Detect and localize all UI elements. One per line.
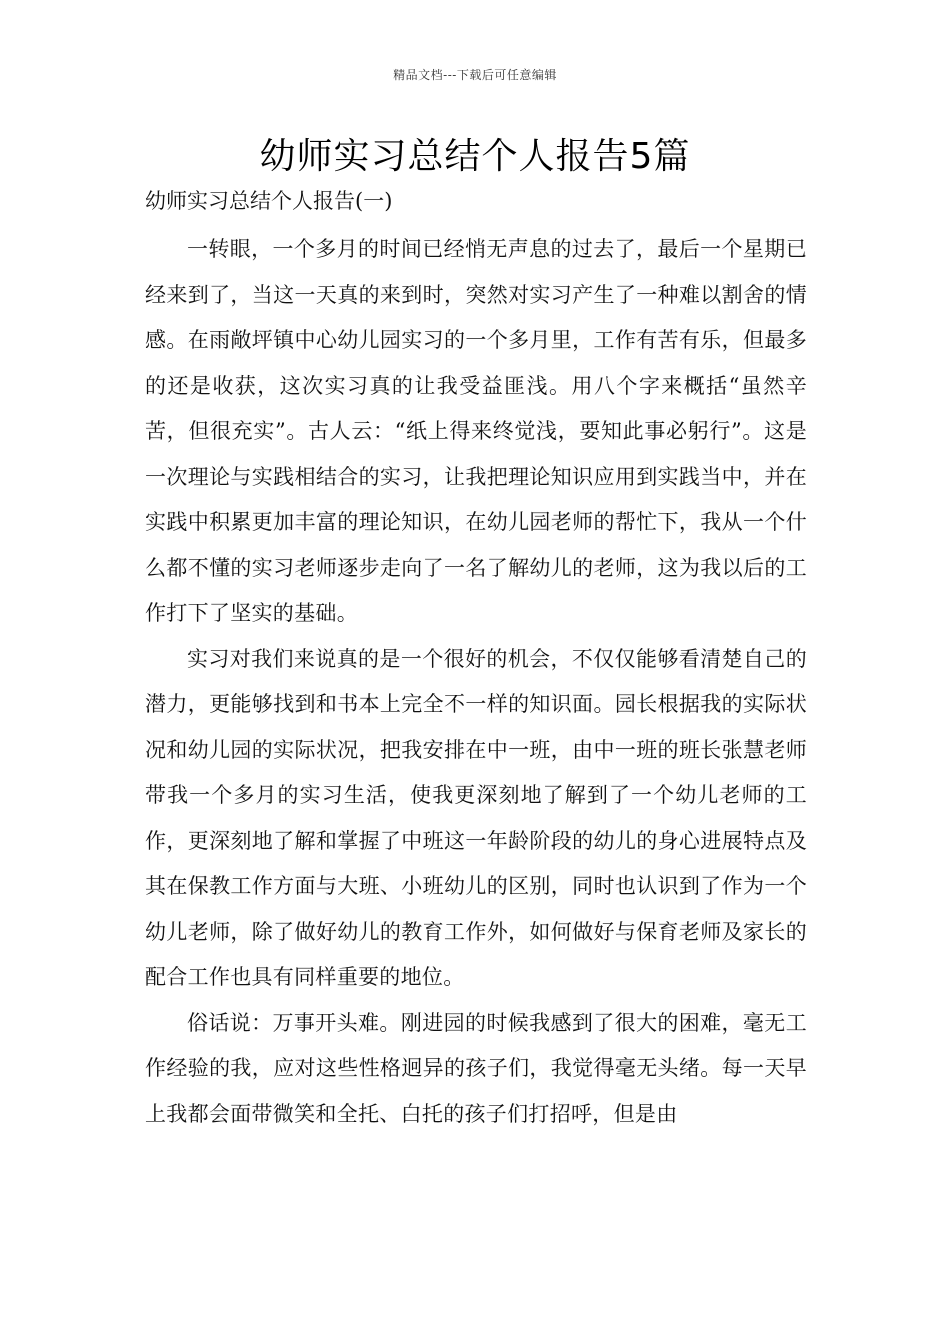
document-title: 幼师实习总结个人报告5篇 xyxy=(259,136,691,177)
paragraph-3: 俗话说：万事开头难。刚进园的时候我感到了很大的困难，毫无工作经验的我，应对这些性格迥异的孩子们，我觉得毫无头绪。每一天早上我都会面带微笑和全托、白托的孩子们打招呼，但是由 xyxy=(145,1010,807,1126)
header-note: 精品文档---下载后可任意编辑 xyxy=(393,68,557,82)
document-body xyxy=(145,183,807,1137)
section-heading: 幼师实习总结个人报告(一) xyxy=(145,189,393,213)
paragraph-1: 一转眼，一个多月的时间已经悄无声息的过去了，最后一个星期已经来到了，当这一天真的来到时，突然对实习产生了一种难以割舍的情感。在雨敞坪镇中心幼儿园实习的一个多月里，工作有苦有乐，但最多的还是收获，这次实习真的让我受益匪浅。用八个字来概括“虽然辛苦，但很充实”。古人云：“纸上得来终觉浅，要知此事必躬行”。这是一次理论与实践相结合的实习，让我把理论知识应用到实践当中，并在实践中积累更加丰富的理论知识，在幼儿园老师的帮忙下，我从一个什么都不懂的实习老师逐步走向了一名了解幼儿的老师，这为我以后的工作打下了坚实的基础。 xyxy=(145,237,807,625)
paragraph-2: 实习对我们来说真的是一个很好的机会，不仅仅能够看清楚自己的潜力，更能够找到和书本上完全不一样的知识面。园长根据我的实际状况和幼儿园的实际状况，把我安排在中一班，由中一班的班长张慧老师带我一个多月的实习生活，使我更深刻地了解到了一个幼儿老师的工作，更深刻地了解和掌握了中班这一年龄阶段的幼儿的身心进展特点及其在保教工作方面与大班、小班幼儿的区别，同时也认识到了作为一个幼儿老师，除了做好幼儿的教育工作外，如何做好与保育老师及家长的配合工作也具有同样重要的地位。 xyxy=(145,646,807,989)
